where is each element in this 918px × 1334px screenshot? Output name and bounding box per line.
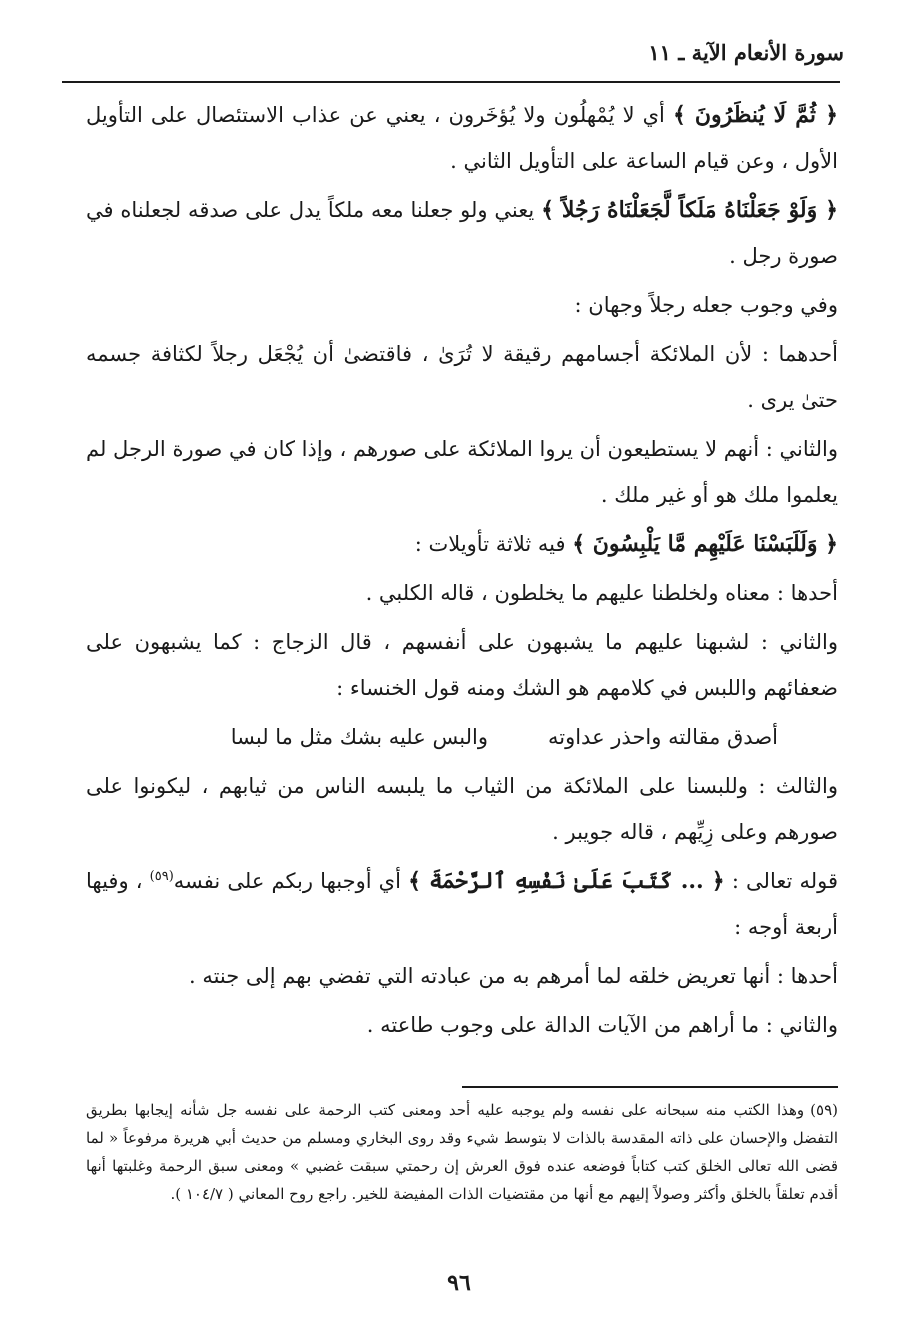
paragraph-3 [86,282,838,328]
paragraph-11 [86,953,838,999]
poetry-verse [86,714,838,760]
paragraph-text: وفي وجوب جعله رجلاً وجهان : [574,293,838,317]
paragraph-text: والثاني : ما أراهم من الآيات الدالة على وجوب طاعته . [366,1013,838,1037]
paragraph-text: والثاني : لشبهنا عليهم ما يشبهون على أنفسهم ، قال الزجاج : كما يشبهون على ضعفائهم واللبس في كلامهم هو الشك ومنه قول الخنساء : [86,630,838,700]
paragraph-text: ، وفيها أربعة أوجه : [86,869,838,939]
verse-first-hemistich: أصدق مقالته واحذر عداوته [547,725,778,749]
footnote-text: وهذا الكتب منه سبحانه على نفسه ولم يوجبه عليه أحد ومعنى كتب الرحمة على نفسه جل شأنه إيجابها بطريق التفضل والإحسان على ذاته المقدسة بالذات لا بتوسط شيء وقد روى البخاري ومسلم من حديث أبي هريرة مرفوعاً « لما قضى الله تعالى الخلق كتب كتاباً فوضعه عنده فوق العرش إن رحمتي سبقت غضبي » ومعنى سبق الرحمة وغلبتها أنها أقدم تعلقاً بالخلق وأكثر وصولاً إليهم مع أنها من مقتضيات الذات المفيضة للخير. راجع روح المعاني ( ١٠٤/٧ ). [86,1101,838,1203]
paragraph-text: أحدها : معناه ولخلطنا عليهم ما يخلطون ، قاله الكلبي . [365,581,838,605]
verse-second-hemistich: والبس عليه بشك مثل ما لبسا [230,725,488,749]
paragraph-text: أي لا يُمْهلُون ولا يُؤخَرون ، يعني عن عذاب الاستئصال على التأويل الأول ، وعن قيام الساعة على التأويل الثاني . [86,103,838,173]
paragraph-6 [86,521,838,567]
quran-verse: ﴿ وَلَلَبَسْنَا عَلَيْهِم مَّا يَلْبِسُونَ ﴾ [572,531,838,557]
paragraph-text: والثاني : أنهم لا يستطيعون أن يروا الملائكة على صورهم ، وإذا كان في صورة الرجل لم يعلموا ملك هو أو غير ملك . [86,437,838,507]
paragraph-text: أحدهما : لأن الملائكة أجسامهم رقيقة لا تُرَىٰ ، فاقتضىٰ أن يُجْعَل رجلاً لكثافة جسمه حتىٰ يرى . [86,342,838,412]
paragraph-text: فيه ثلاثة تأويلات : [414,532,573,556]
paragraph-4 [86,331,838,423]
paragraph-text: والثالث : وللبسنا على الملائكة من الثياب ما يلبسه الناس من ثيابهم ، ليكونوا على صورهم وعلى زِيِّهم ، قاله جويبر . [86,774,838,844]
paragraph-2 [86,187,838,279]
body-text [86,92,838,1051]
running-header: سورة الأنعام الآية ـ ١١ [648,40,844,65]
paragraph-8 [86,619,838,711]
quran-verse: ﴿ ثُمَّ لَا يُنظَرُونَ ﴾ [672,102,838,128]
paragraph-12 [86,1002,838,1048]
footnote-number: (٥٩) [810,1101,838,1119]
paragraph-lead: قوله تعالى : [724,869,838,893]
paragraph-5 [86,426,838,518]
footnote-rule [462,1086,838,1088]
paragraph-7 [86,570,838,616]
paragraph-text: يعني ولو جعلنا معه ملكاً يدل على صدقه لجعلناه في صورة رجل . [86,198,838,268]
footnote-reference[interactable]: (٥٩) [149,869,174,884]
paragraph-text: أحدها : أنها تعريض خلقه لما أمرهم به من عبادته التي تفضي بهم إلى جنته . [188,964,838,988]
header-rule [62,81,840,83]
page-number: ٩٦ [447,1270,471,1296]
paragraph-1 [86,92,838,184]
quran-verse: ﴿ ... كَتَبَ عَلَىٰ نَفْسِهِ ٱلرَّحْمَةَ ﴾ [408,868,725,894]
footnotes [86,1096,838,1208]
paragraph-text: أي أوجبها ربكم على نفسه [173,869,409,893]
quran-verse: ﴿ وَلَوْ جَعَلْنَاهُ مَلَكاً لَّجَعَلْنَاهُ رَجُلاً ﴾ [541,197,839,223]
paragraph-9 [86,763,838,855]
paragraph-10 [86,858,838,950]
